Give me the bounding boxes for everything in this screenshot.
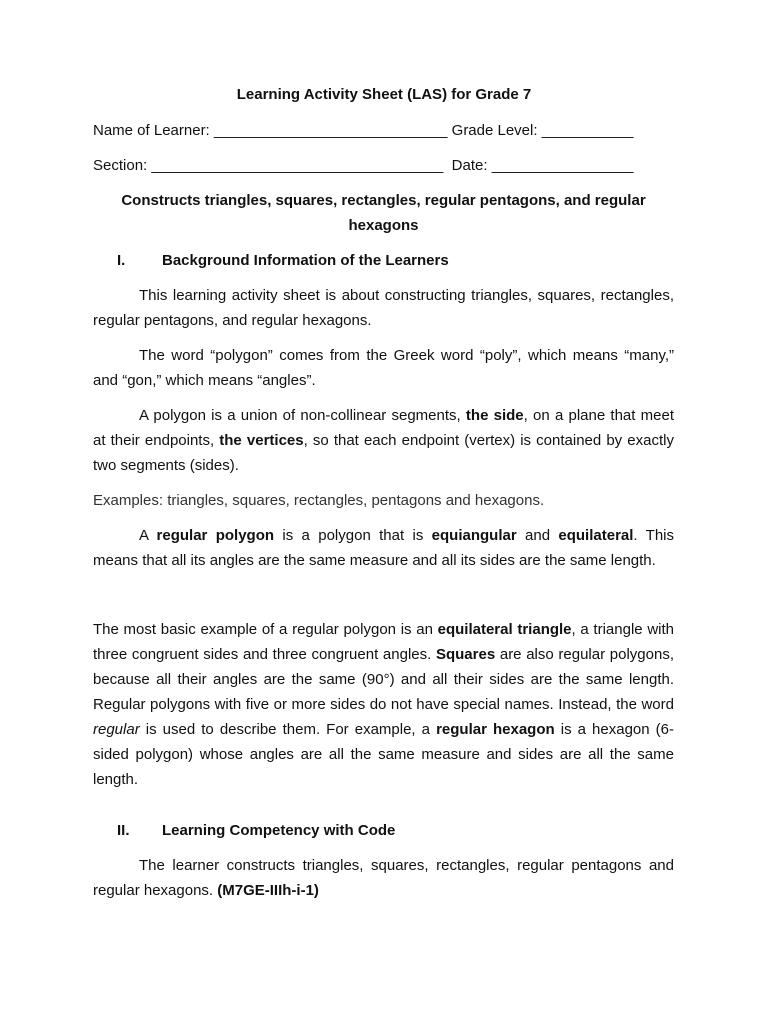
name-grade-line: Name of Learner: ____________________________ Grade Level: ___________ [93,122,634,139]
text-run: is a polygon that is [274,527,432,544]
section-2-title: Learning Competency with Code [162,822,396,839]
page-title: Learning Activity Sheet (LAS) for Grade 7 [236,86,532,103]
text-run: is a hexagon (6-sided polygon) whose angles are all the same measure and sides are all the same length. [93,721,675,788]
text-run: . This means that all its angles are the same measure and all its sides are the same length. [93,527,674,569]
paragraph-competency [93,853,674,903]
lesson-subtitle [93,188,674,238]
text-run: , so that each endpoint (vertex) is contained by exactly two segments (sides). [93,432,674,474]
paragraph-intro: This learning activity sheet is about constructing triangles, squares, rectangles, regular pentagons, and regular hexagons. [93,287,674,329]
text-run: is used to describe them. For example, a [139,721,437,738]
section-2-number: II. [117,822,130,839]
section-1-number: I. [117,252,126,269]
text-run: The most basic example of a regular polygon is an [93,621,438,638]
term-the-vertices: the vertices [219,432,304,449]
paragraph-polygon-definition [93,403,674,478]
text-run: A polygon is a union of non-collinear segments, [139,407,466,424]
paragraph-polygon-word: The word “polygon” comes from the Greek word “poly”, which means “many,” and “gon,” which means “angles”. [93,347,674,389]
text-run: , on a plane that meet at their endpoints, [93,407,674,449]
term-squares: Squares [435,646,496,663]
text-run: , a triangle with three congruent sides and three congruent angles. [93,621,674,663]
paragraph-regular-polygon [93,523,674,573]
term-regular: regular [93,721,140,738]
term-equilateral: equilateral [558,527,634,544]
competency-code: (M7GE-IIIh-i-1) [217,882,319,899]
term-equiangular: equiangular [431,527,517,544]
text-run: A [139,527,157,544]
text-run: are also regular polygons, because all their angles are the same (90°) and all their sides are the same length. Regular polygons with five or more sides do not have special names. Instead, the word [93,646,674,713]
lesson-subtitle-line-2: hexagons [348,217,419,234]
examples-line: Examples: triangles, squares, rectangles, pentagons and hexagons. [93,492,545,509]
lesson-subtitle-line-1: Constructs triangles, squares, rectangles, regular pentagons, and regular [121,192,646,209]
section-date-line: Section: ___________________________________ Date: _________________ [93,157,634,174]
section-1-title: Background Information of the Learners [162,252,449,269]
term-the-side: the side [465,407,524,424]
text-run: The learner constructs triangles, squares, rectangles, regular pentagons and regular hexagons. [93,857,674,899]
term-regular-hexagon: regular hexagon [436,721,555,738]
term-equilateral-triangle: equilateral triangle [437,621,572,638]
paragraph-examples-detail [93,617,674,792]
text-run: and [516,527,559,544]
term-regular-polygon: regular polygon [156,527,275,544]
